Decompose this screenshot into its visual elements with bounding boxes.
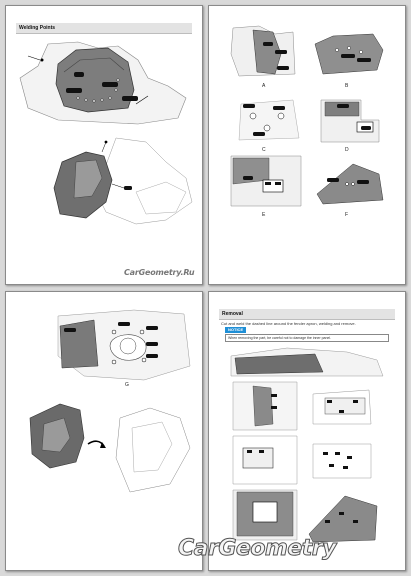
detail-diagram-g	[54, 306, 194, 384]
detail-diagram-d	[317, 94, 383, 146]
figure-label-g: G	[125, 382, 129, 388]
notice-badge: NOTICE	[225, 327, 246, 333]
detail-diagram-a	[229, 24, 299, 80]
removal-overview-diagram	[227, 346, 387, 378]
figure-label-b: B	[345, 83, 349, 89]
removal-instruction: Cut and weld the dashed line around the fender apron, welding and remove.	[221, 321, 356, 326]
figure-label-e: E	[262, 212, 266, 218]
notice-text: When removing the part, be careful not to damage the inner panel.	[225, 334, 389, 342]
detail-diagram-f	[313, 154, 387, 208]
figure-label-a: A	[262, 83, 266, 89]
watermark: CarGeometry.Ru	[124, 268, 195, 277]
removal-step-4	[309, 438, 375, 482]
cargeometry-watermark-logo: CarGeometry	[178, 536, 336, 561]
detail-diagram-e	[229, 154, 303, 208]
welding-points-diagram-top	[18, 38, 190, 130]
document-page-4	[208, 291, 406, 571]
removal-step-2	[309, 384, 375, 428]
figure-label-d: D	[345, 147, 349, 153]
section-header-welding-points: Welding Points	[16, 23, 192, 34]
removal-step-3	[231, 434, 299, 486]
detail-diagram-b	[313, 30, 385, 78]
section-header-removal: Removal	[219, 309, 395, 320]
document-page-2	[208, 5, 406, 285]
part-removal-illustration	[20, 388, 196, 504]
figure-label-f: F	[345, 212, 349, 218]
welding-points-diagram-bottom	[46, 132, 196, 232]
removal-step-1	[231, 380, 299, 432]
figure-label-c: C	[262, 147, 266, 153]
detail-diagram-c	[233, 94, 303, 144]
removal-step-5	[231, 488, 299, 542]
document-page-3	[5, 291, 203, 571]
document-page-1	[5, 5, 203, 285]
